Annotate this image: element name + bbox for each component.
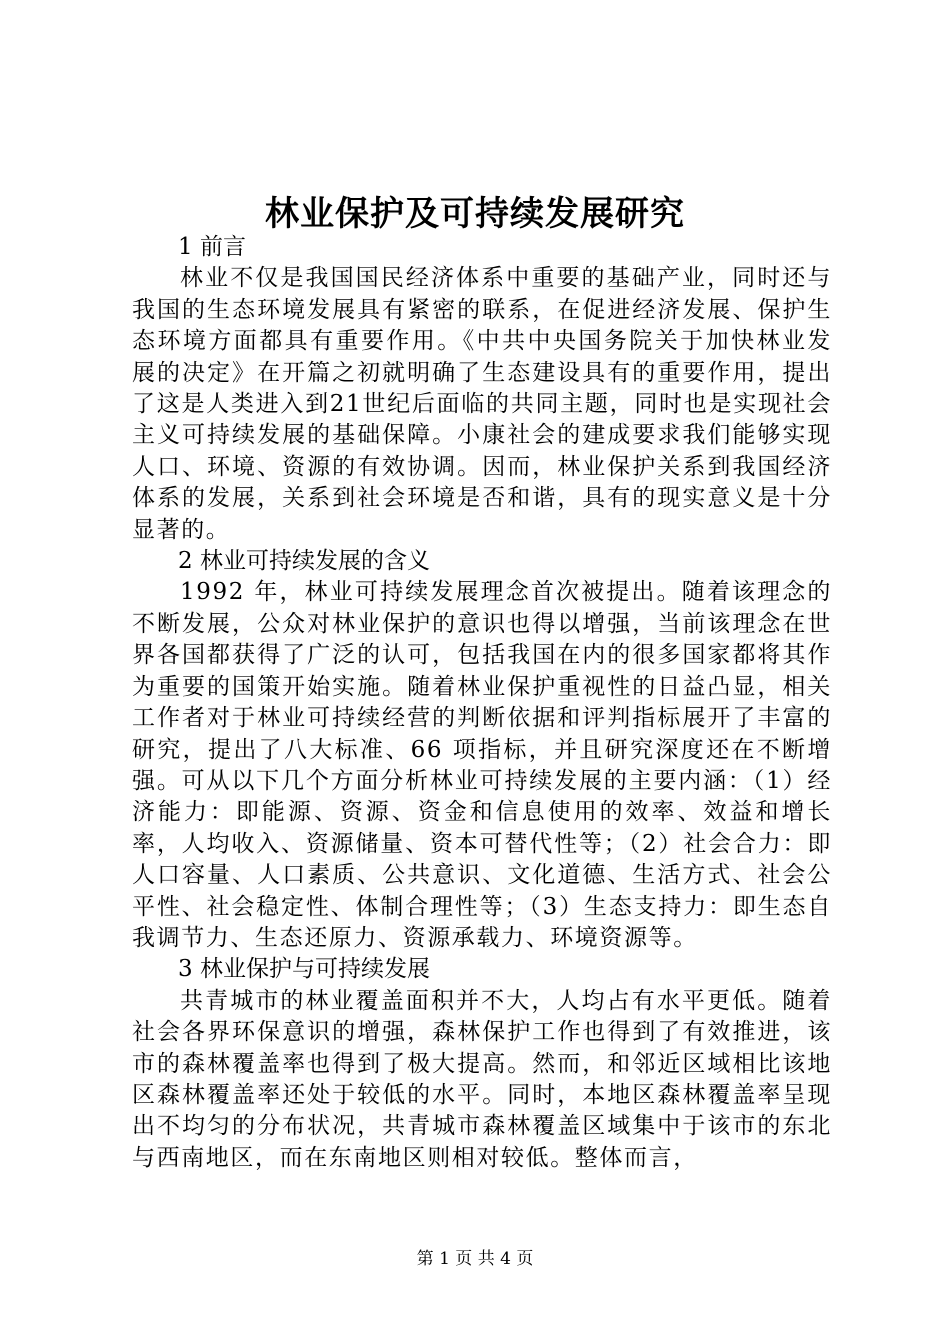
section-heading-protection: 3 林业保护与可持续发展 [178, 956, 430, 983]
page-footer: 第 1 页 共 4 页 [416, 1249, 534, 1269]
document-body [132, 232, 832, 1174]
section-heading-intro: 1 前言 [178, 234, 246, 260]
section-paragraph-protection: 共青城市的林业覆盖面积并不大，人均占有水平更低。随着社会各界环保意识的增强，森林保护工作也得到了有效推进，该市的森林覆盖率也得到了极大提高。然而，和邻近区域相比该地区森林覆盖率还处于较低的水平。同时，本地区森林覆盖率呈现出不均匀的分布状况，共青城市森林覆盖区域集中于该市的东北与西南地区，而在东南地区则相对较低。整体而言， [132, 987, 832, 1171]
document-title: 林业保护及可持续发展研究 [265, 194, 685, 234]
section-paragraph-meaning: 1992 年，林业可持续发展理念首次被提出。随着该理念的不断发展，公众对林业保护的意识也得以增强，当前该理念在世界各国都获得了广泛的认可，包括我国在内的很多国家都将其作为重要的国策开始实施。随着林业保护重视性的日益凸显，相关工作者对于林业可持续经营的判断依据和评判指标展开了丰富的研究，提出了八大标准、66 项指标，并且研究深度还在不断增强。可从以下几个方面分析林业可持续发展的主要内涵：（1）经济能力：即能源、资源、资金和信息使用的效率、效益和增长率，人均收入、资源储量、资本可替代性等；（2）社会合力：即人口容量、人口素质、公共意识、文化道德、生活方式、社会公平性、社会稳定性、体制合理性等；（3）生态支持力：即生态自我调节力、生态还原力、资源承载力、环境资源等。 [132, 579, 832, 951]
section-heading-meaning: 2 林业可持续发展的含义 [178, 548, 430, 575]
section-paragraph-intro: 林业不仅是我国国民经济体系中重要的基础产业，同时还与我国的生态环境发展具有紧密的联系，在促进经济发展、保护生态环境方面都具有重要作用。《中共中央国务院关于加快林业发展的决定》在开篇之初就明确了生态建设具有的重要作用，提出了这是人类进入到21世纪后面临的共同主题，同时也是实现社会主义可持续发展的基础保障。小康社会的建成要求我们能够实现人口、环境、资源的有效协调。因而，林业保护关系到我国经济体系的发展，关系到社会环境是否和谐，具有的现实意义是十分显著的。 [132, 265, 832, 543]
